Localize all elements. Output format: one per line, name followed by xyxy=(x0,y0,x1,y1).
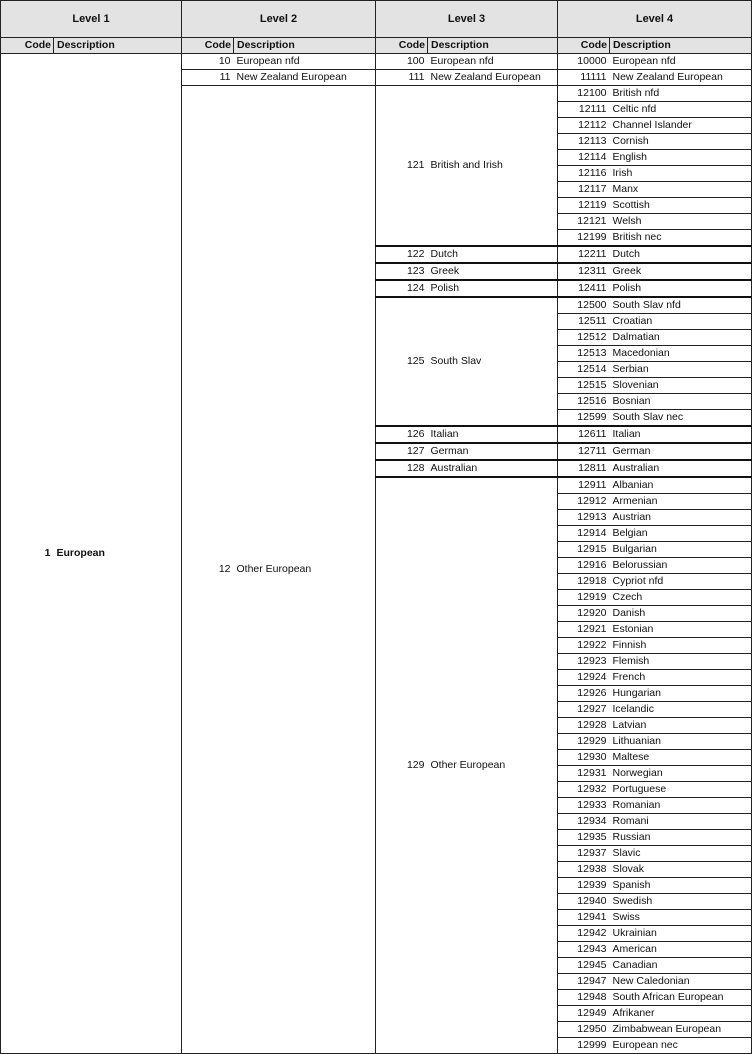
level-4-description: Danish xyxy=(610,606,752,622)
level-4-description: New Caledonian xyxy=(610,974,752,990)
level-4-description: Celtic nfd xyxy=(610,102,752,118)
level-4-description: Norwegian xyxy=(610,766,752,782)
level-4-code: 12211 xyxy=(558,246,610,263)
level-4-code: 12913 xyxy=(558,510,610,526)
level-3-code: 100 xyxy=(376,54,428,70)
level-4-description: Serbian xyxy=(610,362,752,378)
level-4-code: 12926 xyxy=(558,686,610,702)
level-4-code: 12113 xyxy=(558,134,610,150)
level-4-code: 12947 xyxy=(558,974,610,990)
level-4-code: 12931 xyxy=(558,766,610,782)
level-3-description: Other European xyxy=(428,477,558,1054)
level-4-description: Manx xyxy=(610,182,752,198)
level-4-description: Romani xyxy=(610,814,752,830)
level-4-code: 12711 xyxy=(558,443,610,460)
level-4-code: 12116 xyxy=(558,166,610,182)
level-3-description: Dutch xyxy=(428,246,558,263)
level-4-description: Maltese xyxy=(610,750,752,766)
level-4-description: Lithuanian xyxy=(610,734,752,750)
level-4-description: British nfd xyxy=(610,86,752,102)
level-4-code: 12943 xyxy=(558,942,610,958)
level-4-description: Greek xyxy=(610,263,752,280)
level-4-description: New Zealand European xyxy=(610,70,752,86)
level-4-description: English xyxy=(610,150,752,166)
level-4-code: 12935 xyxy=(558,830,610,846)
level-4-description: Cypriot nfd xyxy=(610,574,752,590)
level-4-description: South Slav nec xyxy=(610,410,752,427)
level-4-code: 12119 xyxy=(558,198,610,214)
level-4-description: South Slav nfd xyxy=(610,297,752,314)
level-4-code: 12117 xyxy=(558,182,610,198)
level-4-description: Dalmatian xyxy=(610,330,752,346)
level-4-code: 12928 xyxy=(558,718,610,734)
level-4-code: 10000 xyxy=(558,54,610,70)
level-4-code: 12911 xyxy=(558,477,610,494)
level-4-description: Channel Islander xyxy=(610,118,752,134)
level-4-code: 12915 xyxy=(558,542,610,558)
level-4-code: 12513 xyxy=(558,346,610,362)
level-4-code: 12927 xyxy=(558,702,610,718)
level-3-code: 129 xyxy=(376,477,428,1054)
level-3-code: 121 xyxy=(376,86,428,247)
level-4-description: British nec xyxy=(610,230,752,247)
level-4-code: 12940 xyxy=(558,894,610,910)
level-4-code: 12516 xyxy=(558,394,610,410)
level-header-row xyxy=(1,1,752,38)
level-4-code: 12811 xyxy=(558,460,610,477)
level-4-code: 12515 xyxy=(558,378,610,394)
level-4-description: Bosnian xyxy=(610,394,752,410)
level-4-description: Slovenian xyxy=(610,378,752,394)
level-3-description: European nfd xyxy=(428,54,558,70)
level-4-code: 12938 xyxy=(558,862,610,878)
level-4-code: 12920 xyxy=(558,606,610,622)
level-4-code: 12949 xyxy=(558,1006,610,1022)
level-4-code: 12514 xyxy=(558,362,610,378)
level-4-code: 12100 xyxy=(558,86,610,102)
description-header: Description xyxy=(234,38,376,54)
level-4-description: Croatian xyxy=(610,314,752,330)
level-3-code: 127 xyxy=(376,443,428,460)
level-3-description: Polish xyxy=(428,280,558,297)
level-4-code: 12999 xyxy=(558,1038,610,1054)
level-4-code: 12932 xyxy=(558,782,610,798)
level-4-code: 12512 xyxy=(558,330,610,346)
level-4-description: Polish xyxy=(610,280,752,297)
level-4-description: Ukrainian xyxy=(610,926,752,942)
level-4-code: 12919 xyxy=(558,590,610,606)
level-4-code: 12111 xyxy=(558,102,610,118)
level-4-description: Slovak xyxy=(610,862,752,878)
level-4-code: 12923 xyxy=(558,654,610,670)
level-4-description: Cornish xyxy=(610,134,752,150)
level-4-description: Australian xyxy=(610,460,752,477)
level-4-code: 12939 xyxy=(558,878,610,894)
level-2-header: Level 2 xyxy=(182,1,376,38)
level-4-description: Portuguese xyxy=(610,782,752,798)
level-4-code: 12599 xyxy=(558,410,610,427)
level-4-code: 12934 xyxy=(558,814,610,830)
level-4-code: 12112 xyxy=(558,118,610,134)
level-3-code: 128 xyxy=(376,460,428,477)
level-4-description: Zimbabwean European xyxy=(610,1022,752,1038)
level-4-code: 12929 xyxy=(558,734,610,750)
level-4-code: 11111 xyxy=(558,70,610,86)
level-4-description: European nec xyxy=(610,1038,752,1054)
level-4-description: Swiss xyxy=(610,910,752,926)
level-1-description: European xyxy=(54,54,182,1054)
level-3-description: Australian xyxy=(428,460,558,477)
level-1-code: 1 xyxy=(1,54,54,1054)
level-4-code: 12945 xyxy=(558,958,610,974)
level-2-description: Other European xyxy=(234,86,376,1054)
table-body xyxy=(1,54,752,1054)
level-4-code: 12411 xyxy=(558,280,610,297)
level-4-description: Spanish xyxy=(610,878,752,894)
level-4-description: European nfd xyxy=(610,54,752,70)
table-row xyxy=(1,54,752,70)
level-3-header: Level 3 xyxy=(376,1,558,38)
level-2-code: 11 xyxy=(182,70,234,86)
level-4-code: 12511 xyxy=(558,314,610,330)
level-1-header: Level 1 xyxy=(1,1,182,38)
level-4-code: 12922 xyxy=(558,638,610,654)
level-4-description: Romanian xyxy=(610,798,752,814)
level-4-description: Bulgarian xyxy=(610,542,752,558)
level-4-description: Czech xyxy=(610,590,752,606)
level-4-description: Scottish xyxy=(610,198,752,214)
level-4-code: 12937 xyxy=(558,846,610,862)
level-4-description: South African European xyxy=(610,990,752,1006)
level-4-description: Macedonian xyxy=(610,346,752,362)
level-3-code: 126 xyxy=(376,426,428,443)
level-4-description: Icelandic xyxy=(610,702,752,718)
level-4-description: Slavic xyxy=(610,846,752,862)
level-4-description: Flemish xyxy=(610,654,752,670)
level-4-description: Swedish xyxy=(610,894,752,910)
level-4-description: Russian xyxy=(610,830,752,846)
level-3-code: 122 xyxy=(376,246,428,263)
description-header: Description xyxy=(428,38,558,54)
code-header: Code xyxy=(376,38,428,54)
level-4-description: Irish xyxy=(610,166,752,182)
level-4-description: Welsh xyxy=(610,214,752,230)
level-3-description: New Zealand European xyxy=(428,70,558,86)
level-4-code: 12924 xyxy=(558,670,610,686)
level-4-description: Austrian xyxy=(610,510,752,526)
level-4-code: 12948 xyxy=(558,990,610,1006)
level-4-description: Dutch xyxy=(610,246,752,263)
level-4-code: 12199 xyxy=(558,230,610,247)
level-4-code: 12114 xyxy=(558,150,610,166)
level-4-header: Level 4 xyxy=(558,1,752,38)
level-4-code: 12950 xyxy=(558,1022,610,1038)
level-4-description: Estonian xyxy=(610,622,752,638)
level-4-code: 12311 xyxy=(558,263,610,280)
level-2-code: 12 xyxy=(182,86,234,1054)
level-3-description: Italian xyxy=(428,426,558,443)
level-4-code: 12918 xyxy=(558,574,610,590)
level-4-description: German xyxy=(610,443,752,460)
code-header: Code xyxy=(1,38,54,54)
level-4-description: Hungarian xyxy=(610,686,752,702)
level-4-code: 12941 xyxy=(558,910,610,926)
level-2-description: European nfd xyxy=(234,54,376,70)
description-header: Description xyxy=(610,38,752,54)
level-4-description: Armenian xyxy=(610,494,752,510)
level-4-code: 12933 xyxy=(558,798,610,814)
level-4-code: 12500 xyxy=(558,297,610,314)
level-3-description: Greek xyxy=(428,263,558,280)
level-3-description: German xyxy=(428,443,558,460)
level-4-description: Afrikaner xyxy=(610,1006,752,1022)
level-4-code: 12912 xyxy=(558,494,610,510)
level-4-description: Belgian xyxy=(610,526,752,542)
level-3-code: 125 xyxy=(376,297,428,426)
level-3-code: 111 xyxy=(376,70,428,86)
level-4-description: Finnish xyxy=(610,638,752,654)
level-4-description: Canadian xyxy=(610,958,752,974)
level-2-description: New Zealand European xyxy=(234,70,376,86)
level-4-description: American xyxy=(610,942,752,958)
level-4-code: 12921 xyxy=(558,622,610,638)
level-3-code: 124 xyxy=(376,280,428,297)
level-4-description: Albanian xyxy=(610,477,752,494)
description-header: Description xyxy=(54,38,182,54)
level-4-description: Italian xyxy=(610,426,752,443)
level-3-code: 123 xyxy=(376,263,428,280)
level-4-description: Belorussian xyxy=(610,558,752,574)
code-header: Code xyxy=(182,38,234,54)
level-4-code: 12611 xyxy=(558,426,610,443)
column-header-row xyxy=(1,38,752,54)
level-4-code: 12930 xyxy=(558,750,610,766)
level-4-code: 12942 xyxy=(558,926,610,942)
level-4-description: Latvian xyxy=(610,718,752,734)
level-4-code: 12121 xyxy=(558,214,610,230)
level-3-description: British and Irish xyxy=(428,86,558,247)
level-4-code: 12914 xyxy=(558,526,610,542)
level-3-description: South Slav xyxy=(428,297,558,426)
level-4-code: 12916 xyxy=(558,558,610,574)
level-4-description: French xyxy=(610,670,752,686)
code-header: Code xyxy=(558,38,610,54)
level-2-code: 10 xyxy=(182,54,234,70)
